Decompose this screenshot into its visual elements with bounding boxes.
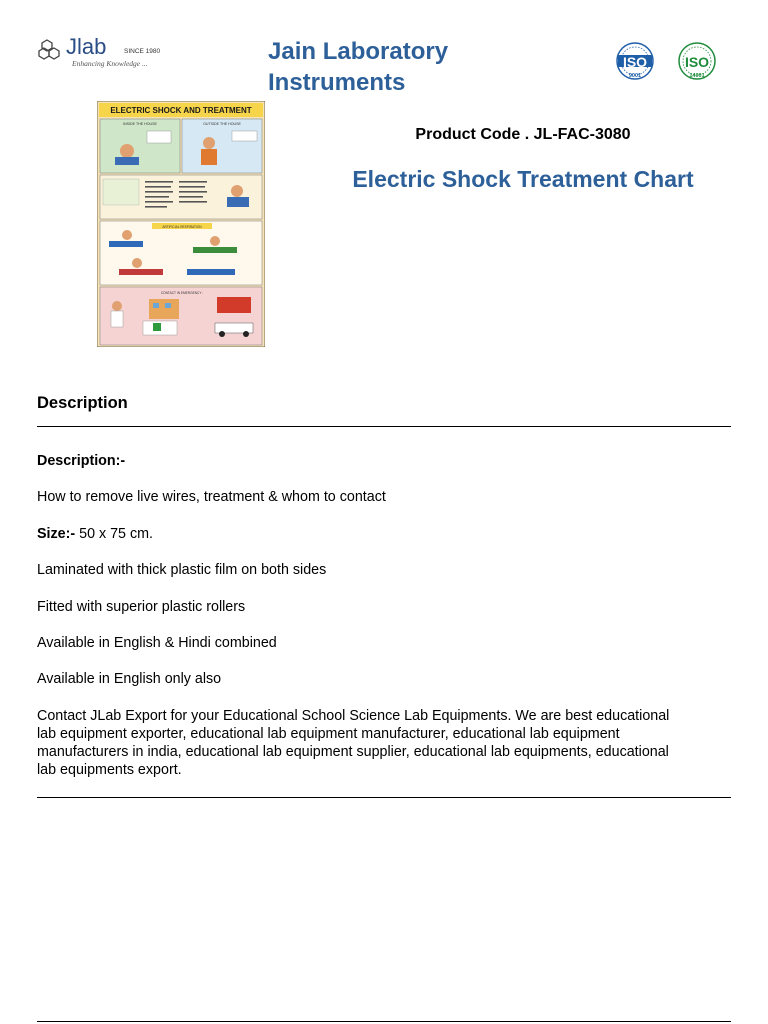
divider: [37, 797, 731, 798]
iso-9001-badge: [615, 42, 655, 80]
footer-divider: [37, 1021, 731, 1022]
contact-line: Contact JLab Export for your Educational School Science Lab Equipments. We are best educational: [37, 708, 670, 724]
company-logo: [38, 34, 168, 74]
description-line: Available in English & Hindi combined: [37, 635, 277, 651]
contact-line: manufacturers in india, educational lab equipment supplier, educational lab equipments, educational: [37, 744, 669, 760]
logo-since: SINCE 1980: [124, 48, 161, 55]
logo-wordmark: Jlab: [66, 34, 107, 59]
iso-14001-badge: [677, 42, 717, 80]
description-line: Laminated with thick plastic film on both sides: [37, 562, 327, 578]
poster-panel-label: CONTACT IN EMERGENCY :: [160, 291, 204, 295]
product-poster-image: [97, 101, 265, 347]
description-heading: Description: [37, 394, 128, 412]
iso-label: ISO: [684, 54, 710, 70]
contact-paragraph: [37, 707, 731, 779]
size-spec: [37, 525, 731, 543]
company-name: [268, 36, 448, 98]
contact-line: lab equipments export.: [37, 762, 182, 778]
iso-number: 9001: [628, 73, 642, 79]
size-label: Size:-: [37, 526, 76, 542]
description-line: Available in English only also: [37, 671, 222, 687]
description-line: How to remove live wires, treatment & whom to contact: [37, 489, 386, 505]
divider: [37, 426, 731, 427]
product-title: Electric Shock Treatment Chart: [352, 166, 694, 192]
poster-panel-label: OUTSIDE THE HOUSE: [203, 122, 241, 126]
iso-label: ISO: [622, 54, 648, 70]
product-code: Product Code . JL-FAC-3080: [415, 126, 631, 143]
poster-panel-label: ARTIFICIAL RESPIRATION: [162, 224, 202, 229]
poster-title: ELECTRIC SHOCK AND TREATMENT: [110, 106, 252, 115]
size-value: 50 x 75 cm.: [75, 526, 154, 542]
company-name-line2: Instruments: [268, 69, 406, 96]
iso-number: 14001: [689, 73, 705, 79]
hexagon-molecule-icon: [38, 38, 66, 60]
contact-line: lab equipment exporter, educational lab equipment manufacturer, educational lab equipment: [37, 726, 620, 742]
logo-tagline: Enhancing Knowledge ...: [72, 59, 148, 68]
description-subheading: Description:-: [37, 453, 126, 469]
company-name-line1: Jain Laboratory: [268, 38, 449, 65]
description-line: Fitted with superior plastic rollers: [37, 599, 246, 615]
poster-panel-label: INSIDE THE HOUSE: [123, 122, 157, 126]
